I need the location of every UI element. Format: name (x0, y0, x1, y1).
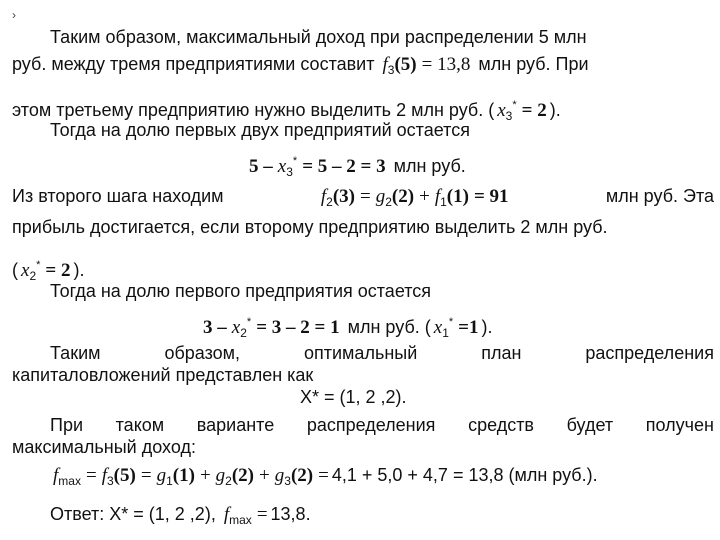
p1-line-3: этом третьему предприятию нужно выделить 2 млн руб. ( $x_3^* = 2$ ). (12, 94, 561, 127)
optimal-plan: X* = (1, 2 ,2). (300, 387, 407, 407)
answer-line (50, 503, 311, 531)
fmax-formula: $f_{max} = f_3(5) = g_1(1) + g_2(2) + g_3(2)$ = (50, 464, 332, 492)
p1-line-2-tail: млн руб. При (478, 54, 589, 74)
p3-line-1: Таким образом, оптимальный план распределения (50, 343, 714, 363)
f3-formula: $f_3(5) = 13,8$ (380, 53, 474, 81)
answer-fmax: $f_{max}$ = (221, 503, 271, 531)
p1-line-2-text: руб. между тремя предприятиями составит (12, 54, 375, 74)
p1-line-5: $5 - x_3^* = 5 - 2 = 3$ млн руб. (246, 150, 466, 183)
p1-line-1: Таким образом, максимальный доход при распределении 5 млн (50, 27, 587, 47)
p2-line-1: Из второго шага находим $f_2(3) = g_2(2) + f_1(1) = 91$ млн руб. Эта (12, 185, 714, 213)
x2-formula: $x_2^* = 2$ (18, 254, 74, 287)
p2-line-2: прибыль достигается, если второму предприятию выделить 2 млн руб. (12, 217, 608, 237)
x1-formula: $x_1^* =1$ (431, 311, 482, 344)
p4-line-3: $f_{max} = f_3(5) = g_1(1) + g_2(2) + g_3(2) = 4,1 + 5,0 + 4,7 = 13,8$ (млн руб.). (50, 464, 598, 492)
p3-line-2: капиталовложений представлен как (12, 365, 314, 385)
p1-line-4: Тогда на долю первых двух предприятий остается (50, 120, 470, 140)
remainder-formula-1: $5 - x_3^* = 5 - 2 = 3$ (246, 150, 389, 183)
x3-formula: $x_3^* = 2$ (494, 94, 550, 127)
remainder-formula-2: $3 - x_2^* = 3 - 2 = 1$ (200, 311, 343, 344)
f2-formula: $f_2(3) = g_2(2) + f_1(1) = 91$ (318, 185, 512, 213)
p4-line-2: максимальный доход: (12, 437, 196, 457)
p4-line-1: При таком варианте распределения средств будет получен (50, 415, 714, 435)
answer-label: Ответ: X* = (1, 2 ,2), (50, 504, 216, 524)
p2-line-5: $3 - x_2^* = 3 - 2 = 1$ млн руб. ( $x_1^* =1$ ). (200, 311, 493, 344)
p2-line-4: Тогда на долю первого предприятия остается (50, 281, 432, 301)
p2-line-3: ( $x_2^* = 2$ ). (12, 254, 85, 287)
corner-mark: › (12, 8, 16, 22)
answer-value: 13,8. (270, 504, 311, 524)
p1-line-2 (12, 53, 589, 81)
